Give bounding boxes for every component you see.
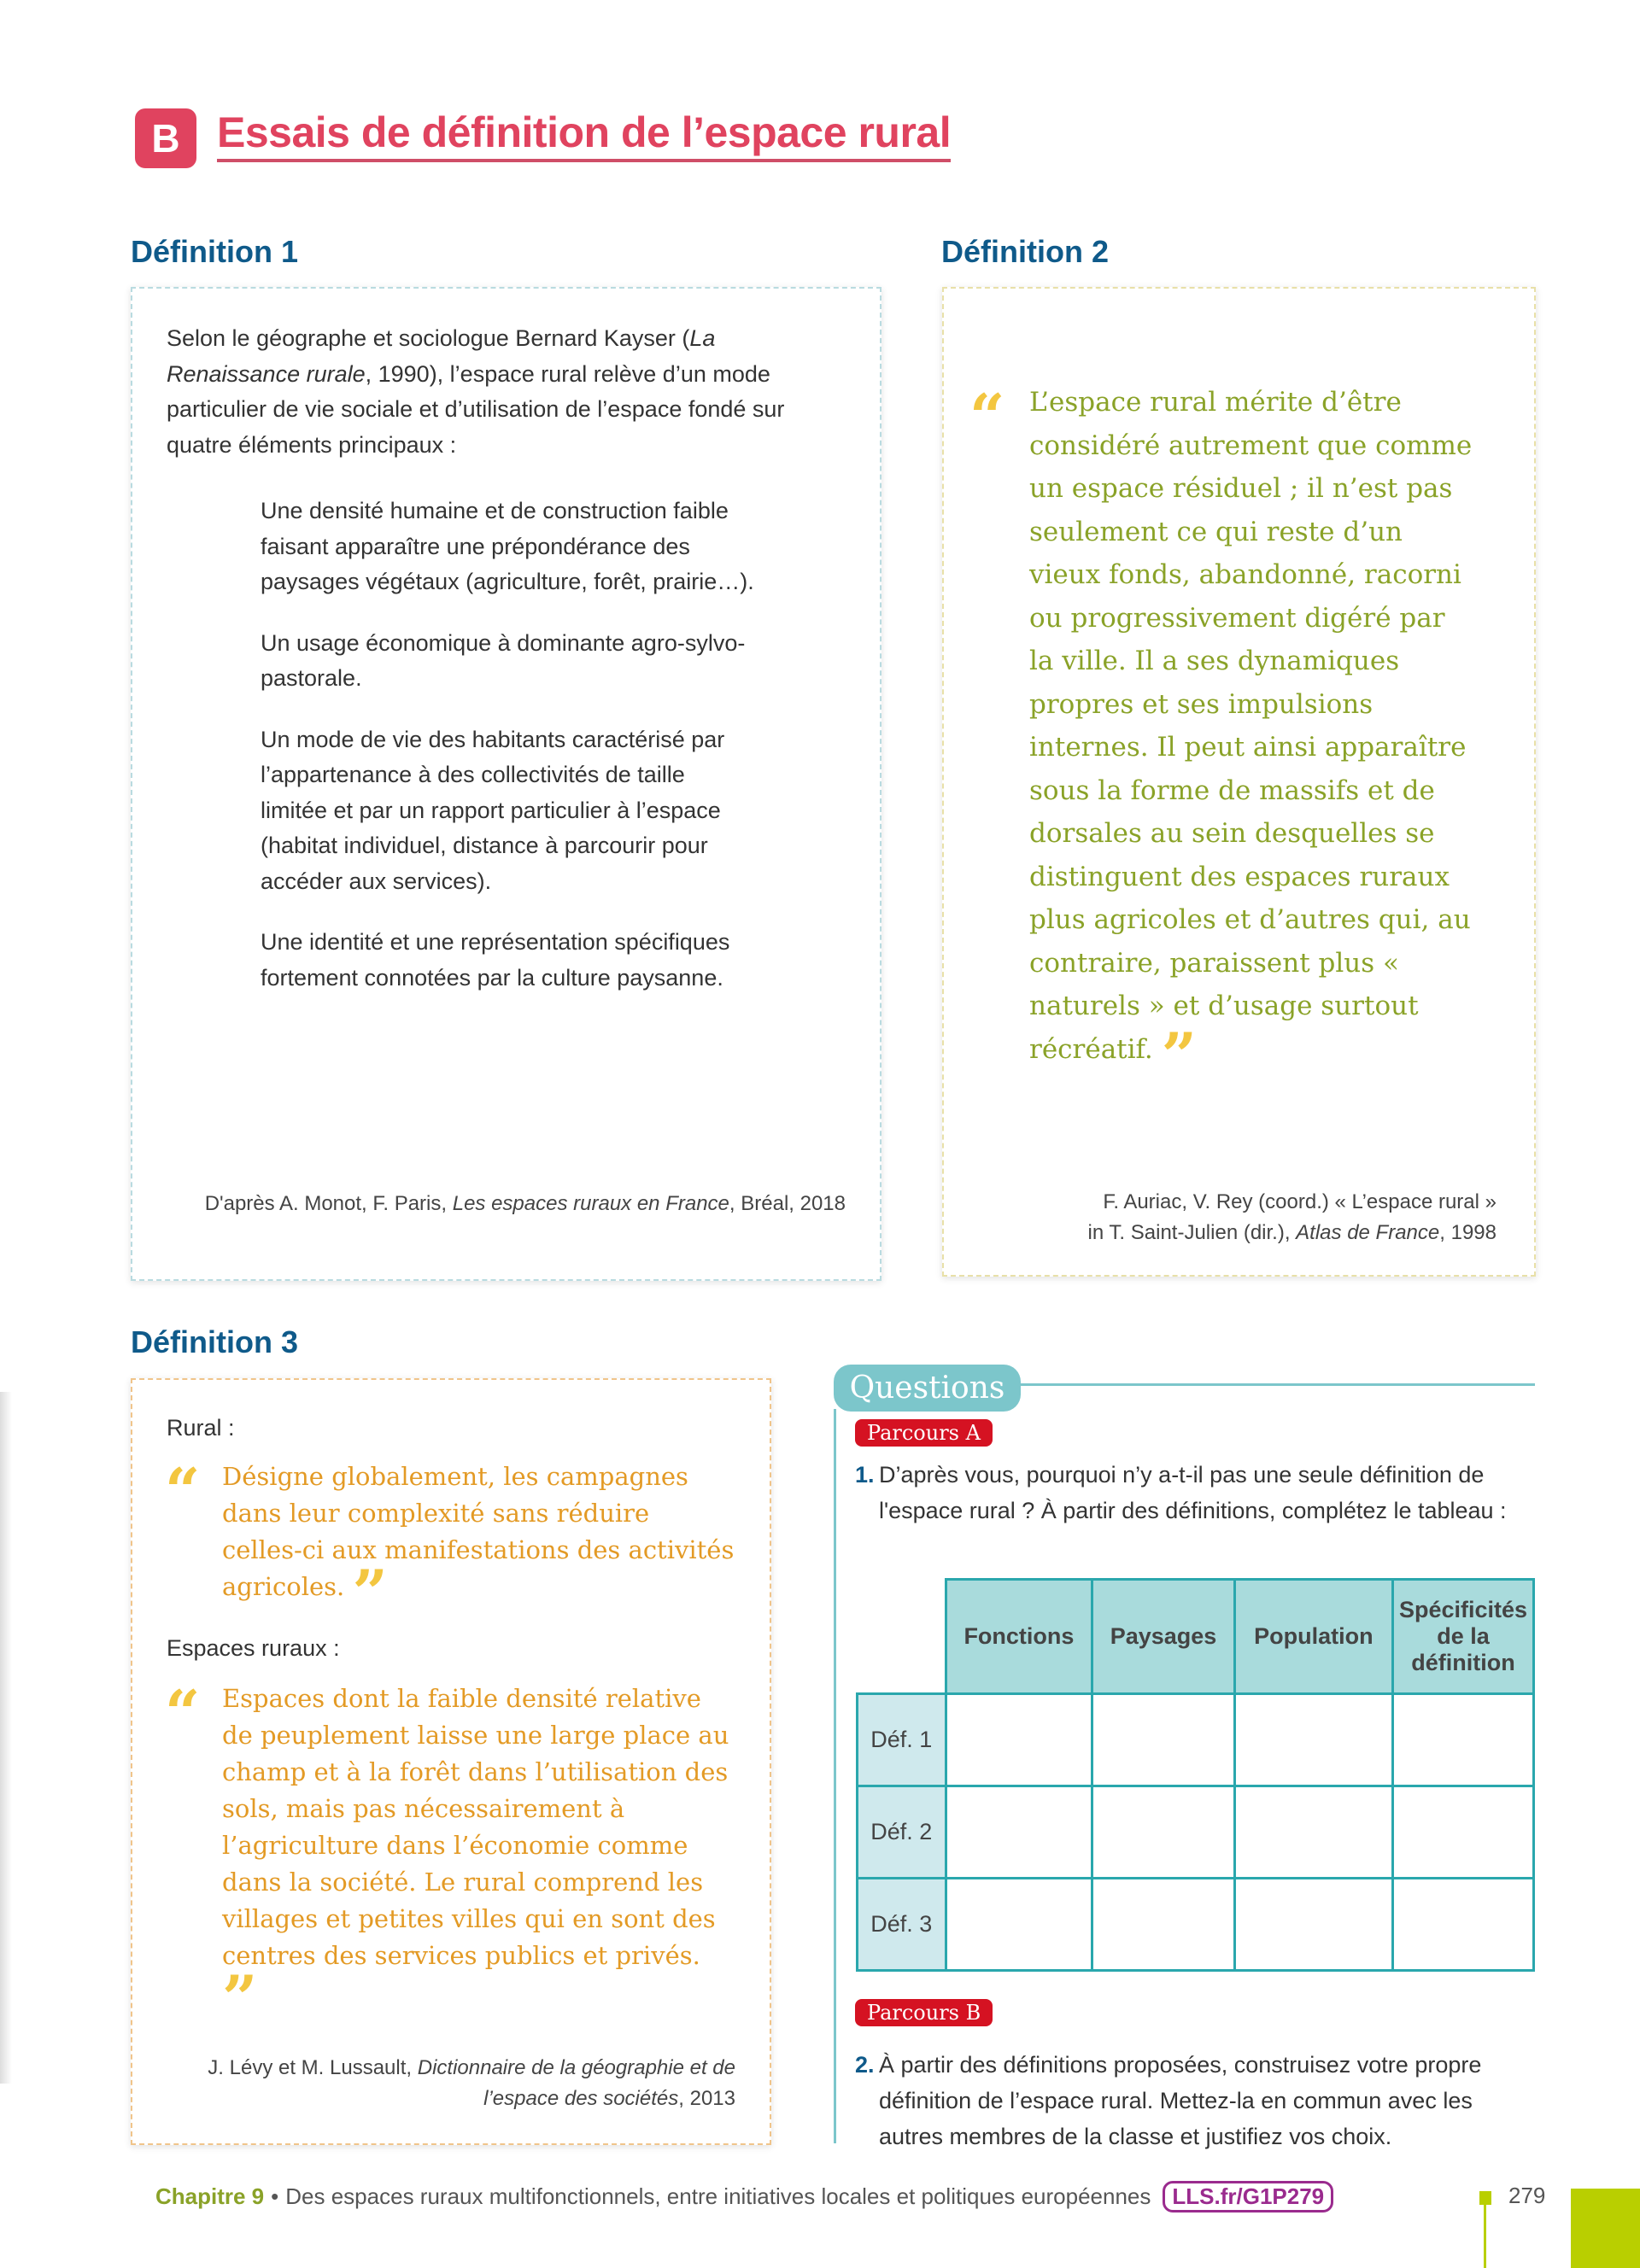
section-title: Essais de définition de l’espace rural	[217, 108, 951, 162]
definition-3-heading: Définition 3	[131, 1324, 298, 1359]
parcours-b-badge: Parcours B	[855, 1999, 993, 2026]
questions-side-rule	[834, 1409, 836, 2143]
definition-2-box: “ L’espace rural mérite d’être considéré autrement que comme un espace résiduel ; il n’est pas seulement ce qui reste d’un vieux fonds, abandonné, racorni ou progressivement digéré par la ville. Il a ses dynamiques propres et ses impulsions internes. Il peut ainsi apparaître sous la forme de massifs et de dorsales au sein desquelles se distinguent des espaces ruraux plus agricoles et d’autres qui, au contraire, paraissent plus « naturels » et d’usage surtout récréatif. ” F. Auriac, V. Rey (coord.) « L’espace rural » in T. Saint-Julien (dir.), Atlas de France, 1998	[942, 287, 1536, 1277]
page-number: 279	[1508, 2183, 1546, 2208]
table-cell[interactable]	[1092, 1879, 1234, 1971]
close-quote-icon: ”	[352, 1556, 388, 1628]
definition-1-source: D'après A. Monot, F. Paris, Les espaces ruraux en France, Bréal, 2018	[204, 1192, 846, 1215]
definition-1-intro: Selon le géographe et sociologue Bernard Kayser (La Renaissance rurale, 1990), l’espace rural relève d’un mode particulier de vie sociale et d’utilisation de l’espace fondé sur quatre éléments principaux :	[167, 325, 785, 458]
close-quote-icon: ”	[222, 1961, 258, 2034]
table-cell[interactable]	[1234, 1879, 1392, 1971]
row-header: Déf. 2	[858, 1786, 946, 1879]
definitions-table	[856, 1578, 1535, 1972]
question-2	[855, 2047, 1530, 2154]
table-cell[interactable]	[1092, 1786, 1234, 1879]
rural-quote: Désigne globalement, les campagnes dans leur complexité sans réduire celles-ci aux manifestations des activités agricoles. ”	[222, 1462, 735, 1628]
table-cell[interactable]	[1393, 1879, 1534, 1971]
row-header: Déf. 3	[858, 1879, 946, 1971]
list-item: Un mode de vie des habitants caractérisé par l’appartenance à des collectivités de taille limitée et par un rapport particulier à l’espace (habitat individuel, distance à parcourir pour accéder aux services).	[261, 726, 725, 894]
definition-1-heading: Définition 1	[131, 234, 298, 269]
question-text: À partir des définitions proposées, construisez votre propre définition de l’espace rural. Mettez-la en commun avec les autres membres de la classe et justifiez vos choix.	[879, 2052, 1482, 2149]
column-header: Fonctions	[946, 1580, 1092, 1694]
chapter-link[interactable]: LLS.fr/G1P279	[1163, 2181, 1333, 2212]
list-item: Une identité et une représentation spécifiques fortement connotées par la culture paysanne.	[261, 929, 730, 991]
chapter-label: Chapitre 9	[155, 2183, 265, 2209]
questions-title: Questions	[834, 1365, 1021, 1412]
section-letter-badge: B	[135, 108, 196, 168]
table-cell[interactable]	[1393, 1786, 1534, 1879]
table-cell[interactable]	[1092, 1694, 1234, 1786]
footer-marker-line	[1484, 2203, 1486, 2268]
espaces-ruraux-label: Espaces ruraux :	[167, 1635, 340, 1661]
table-cell[interactable]	[1234, 1786, 1392, 1879]
question-number: 1.	[855, 1462, 875, 1488]
rural-label: Rural :	[167, 1415, 235, 1441]
definition-1-list	[261, 494, 756, 996]
column-header: Population	[1234, 1580, 1392, 1694]
column-header: Paysages	[1092, 1580, 1234, 1694]
chapter-color-tab	[1571, 2189, 1640, 2268]
espaces-ruraux-quote: Espaces dont la faible densité relative de peuplement laisse une large place au champ et à la forêt dans l’utilisation des sols, mais pas nécessairement à l’agriculture dans l’économie comme dans la société. Le rural comprend les villages et petites villes qui en sont des centres des services publics et privés. ”	[222, 1684, 729, 2034]
definition-1-box	[131, 287, 882, 1281]
column-header: Spécificités de la définition	[1393, 1580, 1534, 1694]
source-line: F. Auriac, V. Rey (coord.) « L’espace rural »	[1103, 1190, 1496, 1213]
table-cell[interactable]	[1393, 1694, 1534, 1786]
question-1	[855, 1457, 1530, 1529]
row-header: Déf. 1	[858, 1694, 946, 1786]
page-footer	[155, 2181, 1333, 2212]
definition-2-source	[1088, 1187, 1496, 1248]
table-cell[interactable]	[946, 1879, 1092, 1971]
definition-3-box: Rural : “ Désigne globalement, les campagnes dans leur complexité sans réduire celles-ci aux manifestations des activités agricoles. ” Espaces ruraux : “ Espaces dont la faible densité relative de peuplement laisse une large place au champ et à la forêt dans l’utilisation des sols, mais pas nécessairement à l’agriculture dans l’économie comme dans la société. Le rural comprend les villages et petites villes qui en sont des centres des services publics et privés. ” J. Lévy et M. Lussault, Dictionnaire de la géographie et de l’espace des sociétés, 2013	[131, 1378, 771, 2145]
chapter-subtitle: Des espaces ruraux multifonctionnels, entre initiatives locales et politiques européennes	[285, 2183, 1151, 2209]
list-item: Un usage économique à dominante agro-sylvo-pastorale.	[261, 629, 746, 691]
definition-3-source: J. Lévy et M. Lussault, Dictionnaire de la géographie et de l’espace des sociétés, 2013	[208, 2056, 735, 2110]
definition-2-quote: L’espace rural mérite d’être considéré autrement que comme un espace résiduel ; il n’est pas seulement ce qui reste d’un vieux fonds, abandonné, racorni ou progressivement digéré par la ville. Il a ses dynamiques propres et ses impulsions internes. Il peut ainsi apparaître sous la forme de massifs et de dorsales au sein desquelles se distinguent des espaces ruraux plus agricoles et d’autres qui, au contraire, paraissent plus « naturels » et d’usage surtout récréatif. ”	[1029, 387, 1473, 1091]
close-quote-icon: ”	[1161, 1018, 1198, 1091]
page-edge-shadow	[0, 1392, 12, 2084]
empty-corner-cell	[858, 1580, 946, 1694]
separator: •	[271, 2183, 279, 2209]
parcours-a-badge: Parcours A	[855, 1419, 993, 1447]
table-cell[interactable]	[1234, 1694, 1392, 1786]
question-text: D’après vous, pourquoi n’y a-t-il pas une seule définition de l'espace rural ? À partir des définitions, complétez le tableau :	[879, 1462, 1507, 1523]
definition-2-heading: Définition 2	[941, 234, 1109, 269]
table-cell[interactable]	[946, 1786, 1092, 1879]
question-number: 2.	[855, 2052, 875, 2078]
source-line: in T. Saint-Julien (dir.), Atlas de France, 1998	[1087, 1221, 1496, 1244]
list-item: Une densité humaine et de construction faible faisant apparaître une prépondérance des paysages végétaux (agriculture, forêt, prairie…).	[261, 498, 754, 594]
table-cell[interactable]	[946, 1694, 1092, 1786]
